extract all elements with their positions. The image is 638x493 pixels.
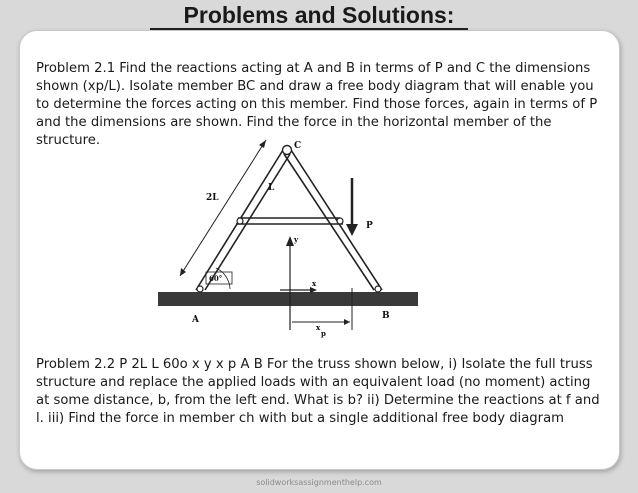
pin-joint-left — [237, 218, 243, 224]
pin-joint-b — [375, 286, 381, 292]
label-2l: 2L — [206, 193, 219, 203]
label-x: x — [312, 279, 317, 288]
ground-support — [158, 292, 418, 306]
footer-source: solidworksassignmenthelp.com — [256, 478, 382, 487]
label-angle: 60° — [209, 274, 223, 283]
dimension-2l-line — [180, 140, 266, 276]
pin-joint-c — [283, 146, 292, 155]
truss-figure — [150, 138, 430, 338]
dimension-arrowhead-bottom — [180, 268, 186, 276]
pin-joint-a — [197, 286, 203, 292]
pin-joint-right — [337, 218, 343, 224]
slide-title: Problems and Solutions: — [183, 2, 455, 28]
xp-dimension-arrowhead — [344, 319, 350, 325]
load-arrow-head — [346, 224, 358, 236]
y-axis-arrowhead — [286, 236, 294, 246]
label-c: C — [294, 141, 302, 151]
member-right-inner — [284, 154, 374, 290]
label-y: y — [294, 235, 299, 244]
label-a: A — [192, 315, 199, 325]
member-left-inner — [205, 154, 290, 290]
label-l: L — [268, 183, 275, 193]
member-right-outer — [291, 150, 382, 290]
label-b: B — [382, 311, 390, 321]
problem-2-1-text: Problem 2.1 Find the reactions acting at A and B in terms of P and C the dimensions shown (xp/L). Isolate member BC and draw a free body diagram that will enable you to determine the forces acting on this member. Find those forces, again in terms of P and the dimensions are shown. Find the force in the horizontal member of the structure. — [36, 61, 598, 148]
dimension-arrowhead-top — [259, 140, 266, 148]
label-p-subscript: p — [321, 329, 326, 338]
truss-diagram — [150, 138, 430, 338]
problem-2-2-text: Problem 2.2 P 2L L 60o x y x p A B For the truss shown below, i) Isolate the full truss structure and replace the applied loads with an equivalent load (no moment) acting at some distance, b, from the left end. What is b? ii) Determine the reactions at f and l. iii) Find the force in member ch with but a single additional free body diagram — [36, 357, 600, 426]
label-p: P — [366, 221, 373, 231]
label-x-p: x — [316, 323, 321, 332]
